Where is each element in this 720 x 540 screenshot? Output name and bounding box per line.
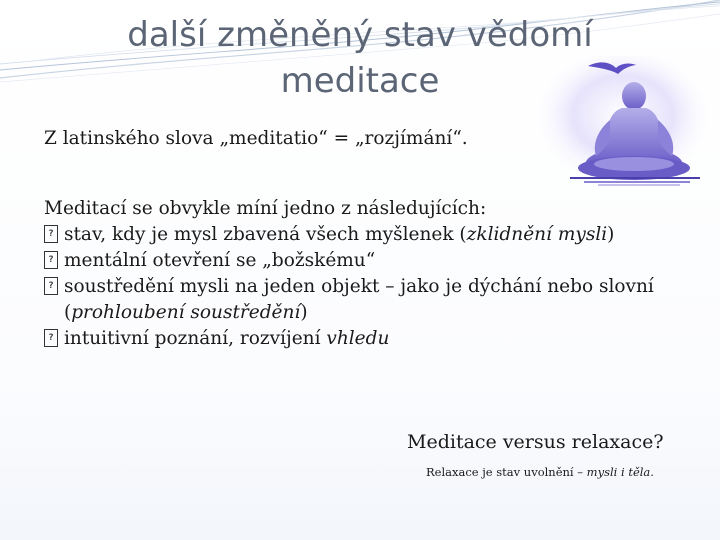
list-item — [44, 222, 684, 248]
list-item — [44, 248, 684, 274]
title-line-1: další změněný stav vědomí — [127, 15, 593, 55]
question-text: Meditace versus relaxace? — [407, 431, 664, 453]
title-line-2: meditace — [280, 61, 440, 101]
note-text: Relaxace je stav uvolnění – mysli i těla. — [426, 465, 654, 479]
definition-text: Z latinského slova „meditatio“ = „rozjímání“. — [44, 128, 468, 149]
list-item-text: stav, kdy je mysl zbavená všech myšlenek (zklidnění mysli) — [64, 224, 615, 245]
bullet-icon — [44, 277, 58, 295]
list-item-text: soustředění mysli na jeden objekt – jako je dýchání nebo slovní (prohloubení soustředění) — [64, 276, 654, 323]
intro-line: Meditací se obvykle míní jedno z následujících: — [44, 198, 487, 219]
list-item-text: intuitivní poznání, rozvíjení vhledu — [64, 328, 390, 349]
list-item — [44, 326, 684, 352]
body-text — [44, 196, 684, 352]
meditator-image — [540, 56, 706, 188]
list-item-text: mentální otevření se „božskému“ — [64, 250, 376, 271]
bullet-icon — [44, 225, 58, 243]
list-item — [44, 274, 684, 326]
bullet-icon — [44, 329, 58, 347]
bullet-icon — [44, 251, 58, 269]
